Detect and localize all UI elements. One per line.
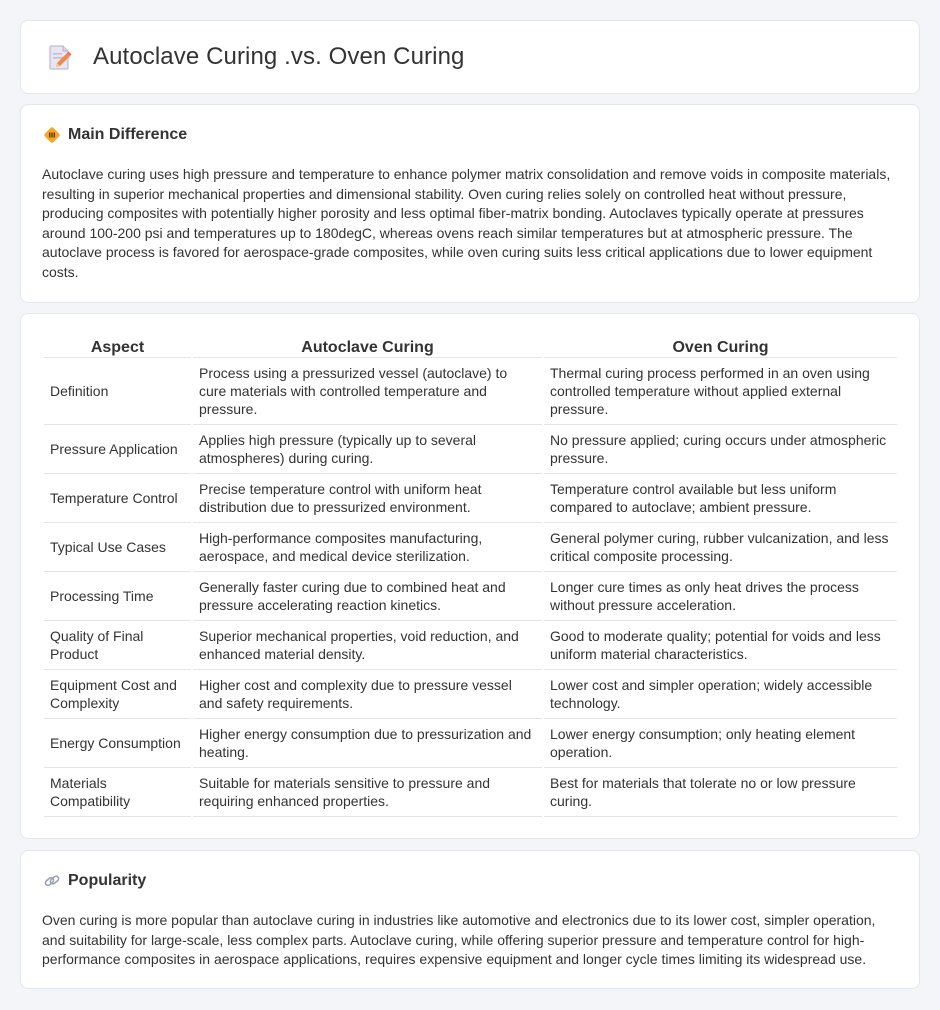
oven-cell: Good to moderate quality; potential for voids and less uniform material characteristics. xyxy=(544,621,897,670)
popularity-title: Popularity xyxy=(68,872,147,889)
oven-cell: General polymer curing, rubber vulcanization, and less critical composite processing. xyxy=(544,523,897,572)
main-difference-card xyxy=(20,104,920,303)
aspect-cell: Processing Time xyxy=(44,572,191,621)
oven-cell: Best for materials that tolerate no or low pressure curing. xyxy=(544,768,897,817)
comparison-table xyxy=(42,336,899,817)
oven-cell: No pressure applied; curing occurs under atmospheric pressure. xyxy=(544,425,897,474)
popularity-heading xyxy=(43,872,146,890)
table-row xyxy=(44,572,897,621)
table-row xyxy=(44,768,897,817)
table-row xyxy=(44,523,897,572)
oven-cell: Temperature control available but less uniform compared to autoclave; ambient pressure. xyxy=(544,474,897,523)
diamond-sign-icon xyxy=(43,126,61,144)
autoclave-cell: Superior mechanical properties, void reduction, and enhanced material density. xyxy=(193,621,542,670)
autoclave-cell: Precise temperature control with uniform heat distribution due to pressurized environment. xyxy=(193,474,542,523)
aspect-cell: Temperature Control xyxy=(44,474,191,523)
popularity-card xyxy=(20,850,920,989)
aspect-cell: Equipment Cost and Complexity xyxy=(44,670,191,719)
main-difference-heading xyxy=(43,126,187,144)
header-oven: Oven Curing xyxy=(544,336,897,358)
oven-cell: Lower cost and simpler operation; widely accessible technology. xyxy=(544,670,897,719)
header-card xyxy=(20,20,920,94)
table-row xyxy=(44,670,897,719)
autoclave-cell: Higher energy consumption due to pressurization and heating. xyxy=(193,719,542,768)
autoclave-cell: Suitable for materials sensitive to pressure and requiring enhanced properties. xyxy=(193,768,542,817)
table-row xyxy=(44,474,897,523)
autoclave-cell: High-performance composites manufacturing, aerospace, and medical device sterilization. xyxy=(193,523,542,572)
link-icon xyxy=(43,872,61,890)
autoclave-cell: Applies high pressure (typically up to several atmospheres) during curing. xyxy=(193,425,542,474)
autoclave-cell: Process using a pressurized vessel (autoclave) to cure materials with controlled temperature and pressure. xyxy=(193,358,542,425)
aspect-cell: Materials Compatibility xyxy=(44,768,191,817)
main-difference-title: Main Difference xyxy=(68,126,188,143)
autoclave-cell: Generally faster curing due to combined heat and pressure accelerating reaction kinetics. xyxy=(193,572,542,621)
table-row xyxy=(44,719,897,768)
aspect-cell: Pressure Application xyxy=(44,425,191,474)
table-header-row xyxy=(44,336,897,358)
oven-cell: Longer cure times as only heat drives the process without pressure acceleration. xyxy=(544,572,897,621)
table-row xyxy=(44,621,897,670)
page-title: Autoclave Curing .vs. Oven Curing xyxy=(93,43,465,70)
oven-cell: Lower energy consumption; only heating element operation. xyxy=(544,719,897,768)
title-row xyxy=(47,43,464,71)
header-aspect: Aspect xyxy=(44,336,191,358)
oven-cell: Thermal curing process performed in an oven using controlled temperature without applied external pressure. xyxy=(544,358,897,425)
table-row xyxy=(44,358,897,425)
popularity-text: Oven curing is more popular than autoclave curing in industries like automotive and electronics due to its lower cost, simpler operation, and suitability for large-scale, less complex parts. Autoclave curing, while offering superior pressure and temperature control for high-performance composites in aerospace applications, requires expensive equipment and longer cycle times limiting its widespread use. xyxy=(42,912,876,968)
document-edit-icon xyxy=(47,43,73,71)
table-row xyxy=(44,425,897,474)
autoclave-cell: Higher cost and complexity due to pressure vessel and safety requirements. xyxy=(193,670,542,719)
header-autoclave: Autoclave Curing xyxy=(193,336,542,358)
aspect-cell: Typical Use Cases xyxy=(44,523,191,572)
main-difference-text: Autoclave curing uses high pressure and temperature to enhance polymer matrix consolidation and remove voids in composite materials, resulting in superior mechanical properties and dimensional stability. Oven curing relies solely on controlled heat without pressure, producing composites with potentially higher porosity and less optimal fiber-matrix bonding. Autoclaves typically operate at pressures around 100-200 psi and temperatures up to 180degC, whereas ovens reach similar temperatures but at atmospheric pressure. The autoclave process is favored for aerospace-grade composites, while oven curing suits less critical applications due to lower equipment costs. xyxy=(42,166,891,280)
comparison-card xyxy=(20,313,920,839)
aspect-cell: Definition xyxy=(44,358,191,425)
aspect-cell: Quality of Final Product xyxy=(44,621,191,670)
aspect-cell: Energy Consumption xyxy=(44,719,191,768)
